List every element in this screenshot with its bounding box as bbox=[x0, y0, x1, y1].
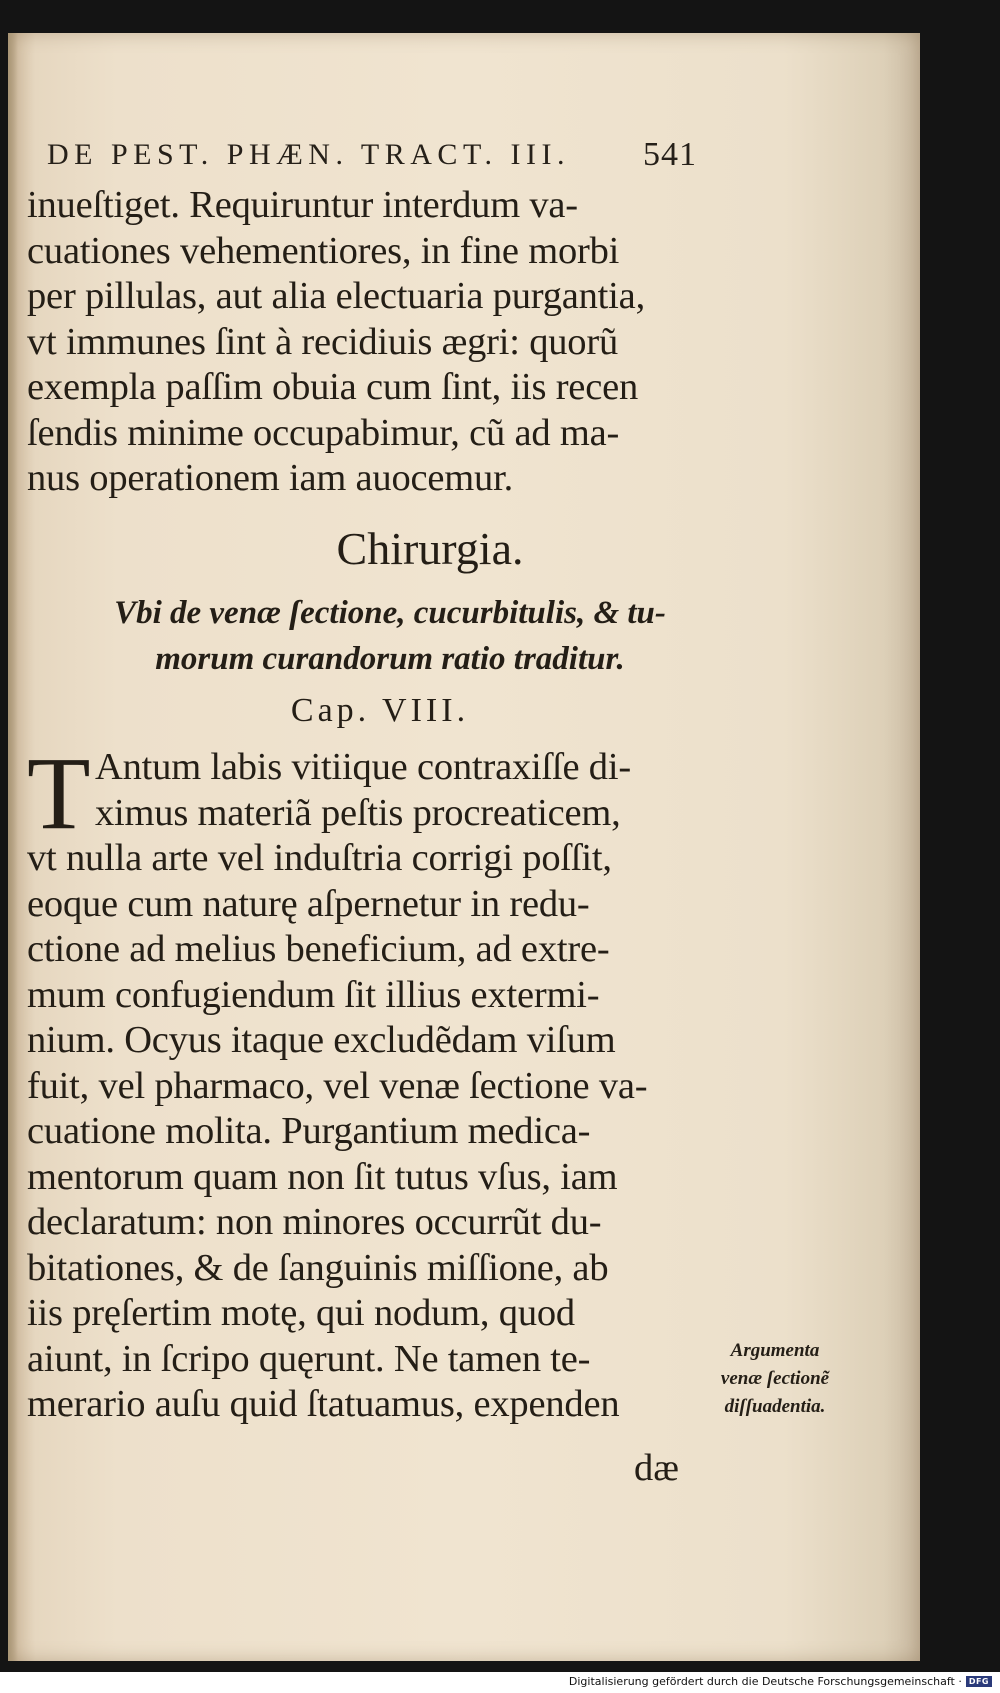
running-title: DE PEST. PHÆN. TRACT. III. bbox=[47, 138, 571, 171]
text-line: nus operationem iam auocemur. bbox=[27, 457, 513, 499]
marginal-note bbox=[700, 1337, 850, 1421]
text-line: Antum labis vitiique contraxiſſe di- bbox=[95, 746, 631, 788]
text-line: aiunt, in ſcripo quęrunt. Ne tamen te- bbox=[27, 1337, 591, 1380]
text-line: mum confugiendum ſit illius extermi- bbox=[27, 973, 600, 1016]
text-line: per pillulas, aut alia electuaria purgantia, bbox=[27, 275, 645, 317]
digitization-footer bbox=[569, 1675, 992, 1688]
running-header bbox=[47, 138, 697, 172]
text-line: nium. Ocyus itaque excludẽdam viſum bbox=[27, 1019, 616, 1061]
text-line: fuit, vel pharmaco, vel venæ ſectione va- bbox=[27, 1064, 648, 1107]
text-line: exempla paſſim obuia cum ſint, iis recen bbox=[27, 366, 639, 408]
text-line: cuatione molita. Purgantium medica- bbox=[27, 1110, 591, 1152]
text-line: declaratum: non minores occurrũt du- bbox=[27, 1201, 602, 1243]
marginal-line: diſſuadentia. bbox=[724, 1396, 826, 1417]
text-line: mentorum quam non ſit tutus vſus, iam bbox=[27, 1155, 618, 1198]
text-line: merario auſu quid ſtatuamus, expenden bbox=[27, 1383, 620, 1425]
text-line: ctione ad melius beneficium, ad extre- bbox=[27, 928, 610, 970]
chapter-paragraph bbox=[27, 736, 707, 1427]
subtitle-line: Vbi de venæ ſectione, cucurbitulis, & tu- bbox=[114, 595, 666, 631]
text-line: vt immunes ſint à recidiuis ægri: quorũ bbox=[27, 320, 619, 363]
text-line: inueſtiget. Requiruntur interdum va- bbox=[27, 184, 578, 226]
footer-credit: Digitalisierung gefördert durch die Deutsche Forschungsgemeinschaft · bbox=[568, 1675, 962, 1688]
dfg-logo: DFG bbox=[966, 1676, 992, 1687]
chapter-heading: Cap. VIII. bbox=[290, 692, 470, 729]
page-number: 541 bbox=[643, 136, 697, 173]
subtitle-line: morum curandorum ratio traditur. bbox=[155, 641, 625, 677]
text-line: bitationes, & de ſanguinis miſſione, ab bbox=[27, 1246, 609, 1289]
marginal-line: venæ ſectionẽ bbox=[720, 1368, 830, 1389]
section-subtitle bbox=[90, 590, 690, 682]
text-line: iis pręſertim motę, qui nodum, quod bbox=[27, 1292, 575, 1334]
marginal-line: Argumenta bbox=[730, 1340, 820, 1361]
drop-cap: T bbox=[27, 736, 91, 851]
text-line: eoque cum naturę aſpernetur in redu- bbox=[27, 882, 590, 925]
text-line: vt nulla arte vel induſtria corrigi poſſit, bbox=[27, 837, 612, 879]
text-line: ſendis minime occupabimur, cũ ad ma- bbox=[27, 411, 620, 454]
text-line: cuationes vehementiores, in fine morbi bbox=[27, 229, 620, 272]
intro-paragraph bbox=[27, 183, 697, 502]
text-line: ximus materiã peſtis procreaticem, bbox=[95, 791, 621, 834]
section-title: Chirurgia. bbox=[336, 523, 524, 574]
catchword: dæ bbox=[634, 1447, 679, 1489]
page-gutter-shadow bbox=[8, 33, 18, 1661]
